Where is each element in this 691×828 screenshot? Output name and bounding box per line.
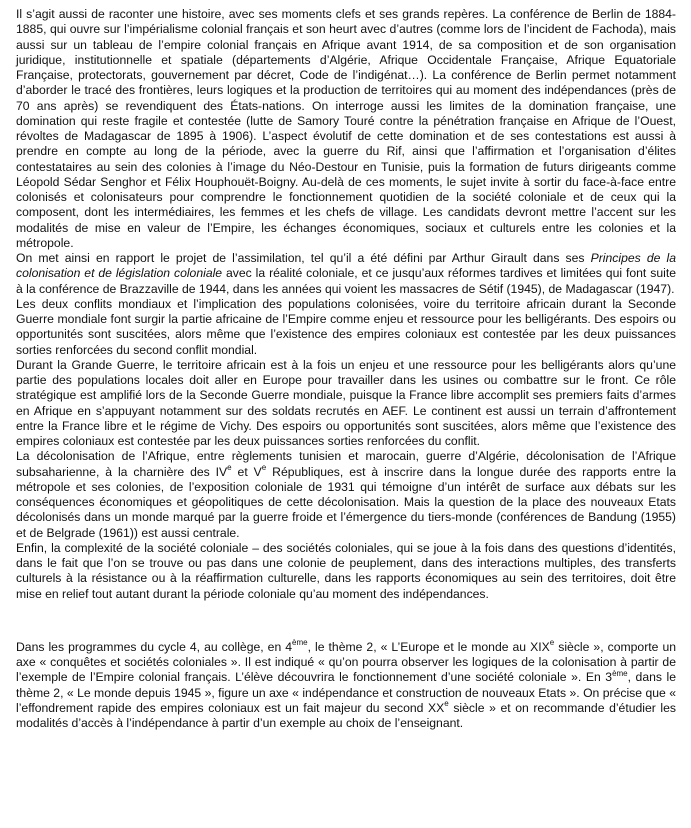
- paragraph-great-war: Durant la Grande Guerre, le territoire africain est à la fois un enjeu et une ressource pour les belligérants alors qu’une partie des populations locales doit aller en Europe pour travailler dans les usines ou combattre sur le front. Ce rôle stratégique est amplifié lors de la Seconde Guerre mondiale, puisque la France libre accomplit ses premiers faits d’armes en Afrique en s’appuyant notamment sur des soldats recrutés en AEF. Le continent est aussi un terrain d’affrontement entre la France libre et le régime de Vichy. Des espoirs ou opportunités sont suscitées, alors même que l’existence des empires coloniaux est contestée par les deux puissances sorties renforcées du conflit.: [16, 357, 676, 448]
- paragraph-assimilation-text-end: avec la réalité coloniale, et ce jusqu’aux réformes tardives et limitées qui font suite à la conférence de Brazzaville de 1944, dans les années qui voient les massacres de Sétif (1945), de Madagascar (1947).: [16, 266, 676, 296]
- book-title: Principes de la colonisation et de législation coloniale: [16, 251, 676, 281]
- programmes-text-d: , dans le thème 2, « Le monde depuis 1945 », figure un axe « indépendance et construction de nouveaux Etats ». On précise que « l’effondrement rapide des empires coloniaux est un fait majeur du second XX: [16, 670, 677, 715]
- section-spacer: [16, 602, 676, 640]
- paragraph-programmes: [16, 640, 676, 732]
- paragraph-world-wars: Les deux conflits mondiaux et l’implication des populations colonisées, voire du territoire africain durant la Seconde Guerre mondiale font surgir la partie africaine de l’Empire comme enjeu et ressource pour les belligérants. Des espoirs ou opportunités sont suscitées, alors même que l’existence des empires coloniaux est contestée par les deux puissances sorties renforcées du second conflit mondial.: [16, 296, 676, 357]
- paragraph-colonial-society: Enfin, la complexité de la société coloniale – des sociétés coloniales, qui se joue à la fois dans des questions d’identités, dans le fait que l’on se trouve ou pas dans une colonie de peuplement, dans des interactions multiples, des transferts culturels à la résistance ou à la réaffirmation culturelle, dans les rapports économiques au sein des territoires, doit être mise en relief tout autant durant la période coloniale qu’au moment des indépendances.: [16, 540, 676, 601]
- paragraph-berlin-conference: Il s’agit aussi de raconter une histoire, avec ses moments clefs et ses grands repères. La conférence de Berlin de 1884-1885, qui ouvre sur l’impérialisme colonial français et son heurt avec d’autres (comme lors de l’incident de Fachoda), mais aussi sur un tableau de l’empire colonial français en Afrique avant 1914, de sa composition et de son organisation juridique, institutionnelle et spatiale (départements d’Algérie, Afrique Occidentale Française, Afrique Equatoriale Française, protectorats, gouvernement par décret, Code de l’indigénat…). La conférence de Berlin permet notamment d’aborder le tracé des frontières, leurs logiques et la production de territoires qui au moment des indépendances (près de 70 ans après) se revendiquent des États-nations. On interroge aussi les limites de la domination française, une domination qui reste fragile et contestée (lutte de Samory Touré contre la pénétration française en Afrique de l’Ouest, révoltes de Madagascar de 1895 à 1906). L’aspect évolutif de cette domination et de ses contestations est aussi à prendre en compte au long de la période, avec la guerre du Rif, ainsi que l’affirmation et l’organisation d’élites contestataires au sein des colonies à l’image du Néo-Destour en Tunisie, puis la formation de futurs dirigeants comme Léopold Sédar Senghor et Félix Houphouët-Boigny. Au-delà de ces moments, le sujet invite à sortir du face-à-face entre colonisés et colonisateurs pour comprendre le fonctionnement quotidien de la société coloniale et de ceux qui la composent, dont les intermédiaires, les femmes et les chefs de village. Les candidats devront mettre l’accent sur les modalités de mise en valeur de l’Empire, les échanges économiques, sociaux et culturels entre les colonies et la métropole.: [16, 7, 676, 250]
- superscript: e: [261, 462, 267, 472]
- superscript: e: [549, 638, 555, 648]
- programmes-text-e: siècle » et on recommande d’étudier les modalités d’accès à l’indépendance à partir d’un exemple au choix de l’enseignant.: [16, 700, 676, 730]
- superscript: ème: [292, 638, 308, 648]
- paragraph-decolonisation: [16, 449, 676, 541]
- programmes-text-b: , le thème 2, « L’Europe et le monde au XIX: [307, 639, 550, 654]
- superscript: e: [227, 462, 232, 472]
- decolonisation-text-a: La décolonisation de l’Afrique, entre règlements tunisien et marocain, guerre d’Algérie, décolonisation de l’Afrique subsaharienne, à la charnière des IV: [16, 449, 676, 479]
- document-page: [16, 7, 676, 731]
- decolonisation-text-c: Républiques, est à inscrire dans la longue durée des rapports entre la métropole et ses colonies, de l’exposition coloniale de 1931 qui témoigne d’un intérêt de surface aux débats sur les conséquences économiques et géopolitiques de cette décolonisation. Mais la question de la place des nouveaux Etats décolonisés dans un monde marqué par la guerre froide et l’émergence du tiers-monde (conférences de Bandung (1955) et de Belgrade (1961)) est aussi centrale.: [16, 464, 676, 540]
- programmes-text-a: Dans les programmes du cycle 4, au collège, en 4: [16, 639, 293, 654]
- superscript: e: [444, 699, 449, 709]
- paragraph-assimilation: [16, 251, 676, 297]
- paragraph-assimilation-text: On met ainsi en rapport le projet de l’assimilation, tel qu’il a été défini par Arthur Girault dans ses: [16, 251, 591, 265]
- programmes-text-c: siècle », comporte un axe « conquêtes et sociétés coloniales ». Il est indiqué « qu’on pourra observer les logiques de la colonisation à partir de l’exemple de l’Empire colonial français. L’élève découvrira le fonctionnement d’une société coloniale ». En 3: [16, 639, 676, 685]
- superscript: ème: [612, 668, 628, 678]
- decolonisation-text-b: et V: [231, 464, 262, 479]
